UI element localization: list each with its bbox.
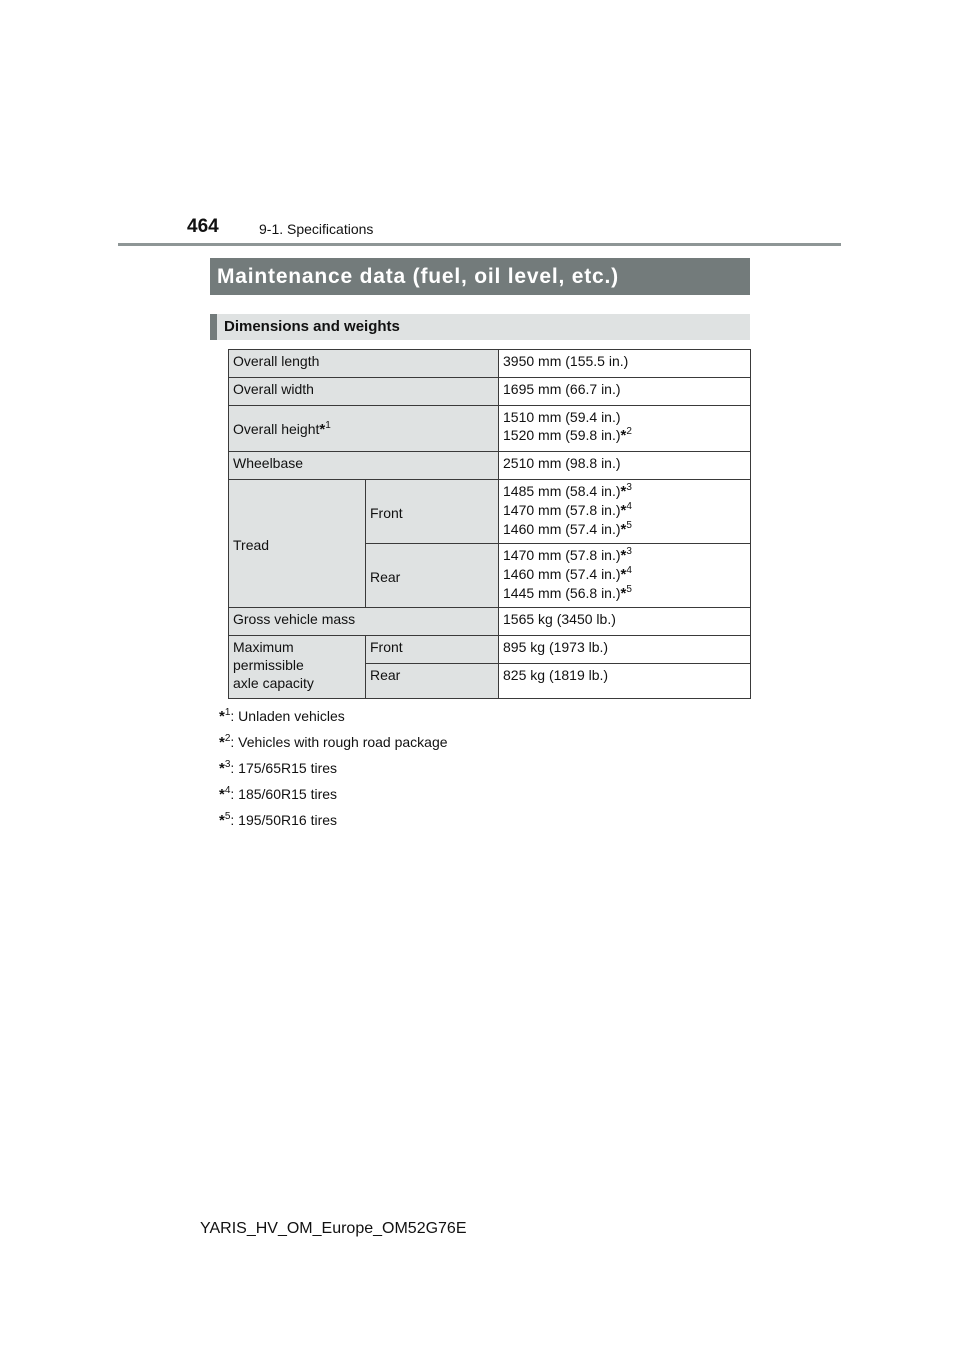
subsection-heading: Dimensions and weights: [210, 314, 750, 340]
footnote-item: [219, 757, 448, 783]
footnote-marker: *: [219, 760, 225, 777]
footnote-item: [219, 731, 448, 757]
table-row: [229, 636, 751, 664]
overall-height-label: Overall height: [233, 421, 320, 437]
tread-rear-value: 1460 mm (57.4 in.): [503, 566, 621, 582]
footnote-number: 4: [224, 785, 231, 796]
row-label-axle-capacity: [229, 636, 366, 699]
table-row: [229, 378, 751, 406]
footnote-text: : Unladen vehicles: [230, 708, 345, 724]
footnote-marker: *: [219, 812, 225, 829]
row-label-tread: Tread: [229, 480, 366, 608]
row-value-overall-length: 3950 mm (155.5 in.): [499, 350, 751, 378]
row-value-gross-vehicle-mass: 1565 kg (3450 lb.): [499, 608, 751, 636]
footnote-ref: 4: [626, 501, 632, 512]
row-value-overall-width: 1695 mm (66.7 in.): [499, 378, 751, 406]
row-label-gross-vehicle-mass: Gross vehicle mass: [229, 608, 499, 636]
footnote-number: 1: [224, 707, 231, 718]
footnote-item: [219, 809, 448, 835]
section-title: Maintenance data (fuel, oil level, etc.): [210, 258, 750, 295]
dimensions-weights-table: [228, 349, 751, 699]
footnote-ref: 2: [626, 426, 632, 437]
footnote-number: 5: [224, 811, 231, 822]
footnote-marker: *: [620, 483, 627, 500]
footnote-marker: *: [620, 521, 627, 538]
footnote-marker: *: [620, 547, 627, 564]
row-label-overall-height: [229, 406, 499, 452]
row-value-wheelbase: 2510 mm (98.8 in.): [499, 452, 751, 480]
footnote-ref: 5: [626, 520, 632, 531]
footnote-marker: *: [219, 786, 225, 803]
footnote-number: 3: [224, 759, 231, 770]
footnote-marker: *: [620, 502, 627, 519]
height-value-rough-road: 1520 mm (59.8 in.): [503, 427, 621, 443]
footnote-ref: 3: [626, 482, 632, 493]
tread-rear-value: 1445 mm (56.8 in.): [503, 585, 621, 601]
row-label-overall-width: Overall width: [229, 378, 499, 406]
footnote-ref: 4: [626, 565, 632, 576]
axle-rear-label: Rear: [366, 664, 499, 699]
page-number: 464: [187, 216, 219, 237]
footnote-text: : 185/60R15 tires: [230, 786, 338, 802]
footnote-marker: *: [319, 421, 326, 438]
footnote-item: [219, 705, 448, 731]
tread-front-value: 1485 mm (58.4 in.): [503, 483, 621, 499]
table-row: [229, 406, 751, 452]
footnote-marker: *: [219, 734, 225, 751]
footnote-marker: *: [219, 708, 225, 725]
row-label-wheelbase: Wheelbase: [229, 452, 499, 480]
footnote-text: : Vehicles with rough road package: [230, 734, 448, 750]
axle-label-line: axle capacity: [233, 675, 314, 691]
footnote-ref: 5: [626, 584, 632, 595]
footnote-text: : 195/50R16 tires: [230, 812, 338, 828]
table-row: [229, 350, 751, 378]
row-label-overall-length: Overall length: [229, 350, 499, 378]
tread-rear-values: [499, 544, 751, 608]
footnote-marker: *: [620, 566, 627, 583]
table-row: [229, 452, 751, 480]
document-code: YARIS_HV_OM_Europe_OM52G76E: [200, 1220, 467, 1237]
tread-front-label: Front: [366, 480, 499, 544]
axle-rear-value: 825 kg (1819 lb.): [499, 664, 751, 699]
axle-front-value: 895 kg (1973 lb.): [499, 636, 751, 664]
footnote-ref: 3: [626, 546, 632, 557]
tread-front-value: 1470 mm (57.8 in.): [503, 502, 621, 518]
height-value-standard: 1510 mm (59.4 in.): [503, 409, 621, 425]
footnote-item: [219, 783, 448, 809]
footnote-ref: 1: [325, 420, 331, 431]
footnote-text: : 175/65R15 tires: [230, 760, 338, 776]
footnotes: [219, 705, 448, 835]
footnote-number: 2: [224, 733, 231, 744]
table-row: [229, 608, 751, 636]
footnote-marker: *: [620, 585, 627, 602]
tread-front-value: 1460 mm (57.4 in.): [503, 521, 621, 537]
section-reference: 9-1. Specifications: [259, 221, 374, 237]
tread-front-values: [499, 480, 751, 544]
row-value-overall-height: [499, 406, 751, 452]
axle-front-label: Front: [366, 636, 499, 664]
axle-label-line: permissible: [233, 657, 304, 673]
header-divider: [118, 243, 841, 246]
axle-label-line: Maximum: [233, 639, 294, 655]
tread-rear-label: Rear: [366, 544, 499, 608]
table-row: [229, 480, 751, 544]
tread-rear-value: 1470 mm (57.8 in.): [503, 547, 621, 563]
footnote-marker: *: [620, 427, 627, 444]
